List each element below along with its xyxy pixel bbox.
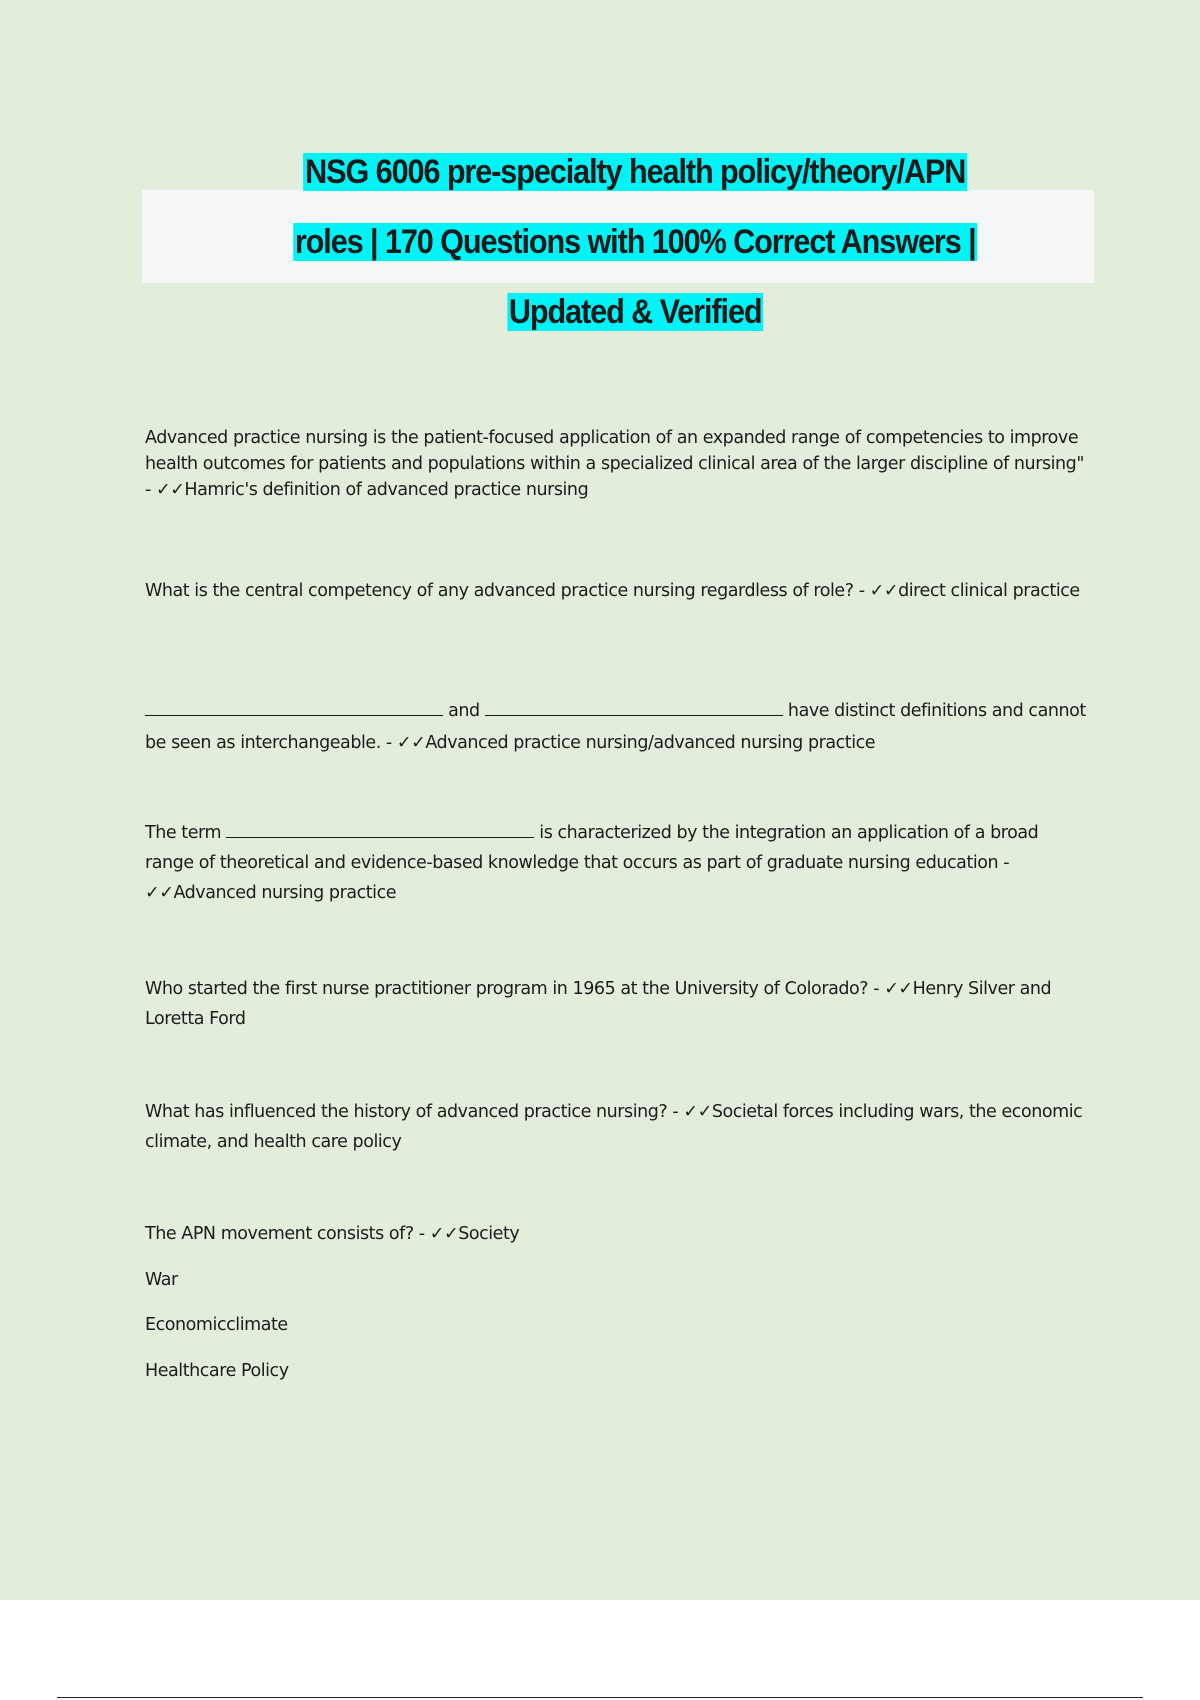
question-text: Advanced practice nursing is the patient-focused application of an expanded range of competencies to improve health outcomes for patients and populations within a specialized clinical area of the larger discipline of nursing" - (145, 428, 1084, 500)
qa-item-1 (145, 425, 1090, 503)
question-text: The APN movement consists of? - (145, 1224, 430, 1244)
title-line-1: NSG 6006 pre-specialty health policy/theory/APN (305, 153, 966, 191)
answer-text: Advanced nursing practice (173, 883, 397, 903)
question-text: is characterized by the integration an application of a broad range of theoretical and evidence-based knowledge that occurs as part of graduate nursing education - (145, 823, 1039, 873)
question-text: The term (145, 823, 227, 843)
qa-item-3 (145, 695, 1090, 759)
title-line-2: roles | 170 Questions with 100% Correct Answers | (294, 223, 976, 261)
question-text: have distinct definitions and cannot be seen as interchangeable. - (145, 701, 1086, 753)
qa-item-5 (145, 974, 1090, 1034)
qa-item-6 (145, 1097, 1090, 1157)
qa-item-2 (145, 577, 1090, 606)
checkmark-icon: ✓✓ (869, 581, 899, 601)
checkmark-icon: ✓✓ (396, 733, 426, 753)
title-line-3: Updated & Verified (508, 293, 762, 331)
answer-list-item: Healthcare Policy (145, 1361, 289, 1381)
question-text: What is the central competency of any advanced practice nursing regardless of role? - (145, 581, 870, 601)
qa-item-4 (145, 818, 1090, 908)
fill-in-blank (226, 819, 534, 838)
fill-in-blank (485, 697, 783, 716)
question-text: Who started the first nurse practitioner program in 1965 at the University of Colorado? - (145, 979, 885, 999)
checkmark-icon: ✓✓ (429, 1224, 459, 1244)
checkmark-icon: ✓✓ (155, 480, 185, 500)
qa-item-7 (145, 1220, 1090, 1249)
answer-list-item: War (145, 1270, 178, 1290)
question-text: What has influenced the history of advanced practice nursing? - (145, 1102, 684, 1122)
document-title (142, 146, 1128, 356)
checkmark-icon: ✓✓ (683, 1102, 712, 1122)
answer-list-item: Economicclimate (145, 1315, 288, 1335)
answer-text: Society (458, 1224, 520, 1244)
question-text: and (443, 701, 485, 721)
answer-text: Advanced practice nursing/advanced nursing practice (425, 733, 876, 753)
checkmark-icon: ✓✓ (884, 979, 913, 999)
fill-in-blank (145, 697, 443, 716)
checkmark-icon: ✓✓ (145, 883, 174, 903)
answer-text: Henry Silver and Loretta Ford (145, 979, 1052, 1029)
answer-text: Societal forces including wars, the economic climate, and health care policy (145, 1102, 1083, 1152)
answer-text: Hamric's definition of advanced practice nursing (184, 480, 589, 500)
answer-text: direct clinical practice (898, 581, 1080, 601)
footer-divider (57, 1697, 1143, 1698)
